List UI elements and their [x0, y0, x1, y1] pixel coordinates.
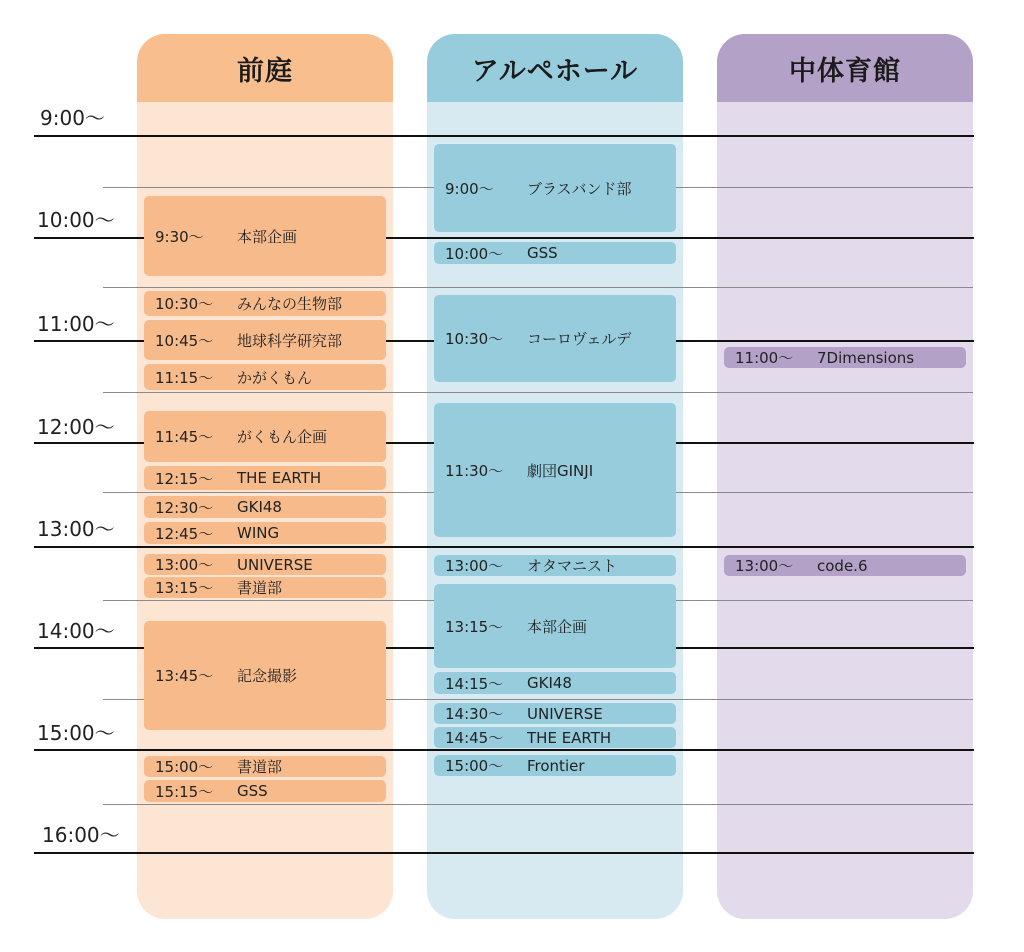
event-alpe-1000 — [434, 242, 676, 264]
event-title: 劇団GINJI — [527, 461, 594, 480]
time-label-13: 13:00～ — [37, 517, 115, 541]
event-front-1045 — [144, 320, 386, 360]
event-front-1145 — [144, 411, 386, 462]
event-front-1215 — [144, 466, 386, 490]
column-gym — [717, 34, 973, 919]
grid-line-11-30 — [103, 392, 973, 393]
grid-line-16 — [34, 852, 974, 854]
event-alpe-1430 — [434, 703, 676, 724]
event-title: みんなの生物部 — [237, 295, 343, 313]
event-title: GSS — [527, 244, 558, 262]
event-title: 書道部 — [237, 579, 283, 597]
event-alpe-1030 — [434, 295, 676, 382]
event-time: 13:45～ — [155, 667, 214, 685]
event-time: 10:00～ — [445, 244, 504, 263]
event-title: オタマニスト — [527, 557, 618, 575]
event-title: がくもん企画 — [237, 428, 328, 446]
event-title: Frontier — [527, 756, 585, 775]
grid-line-10-30 — [103, 287, 973, 288]
event-time: 13:00～ — [445, 557, 504, 575]
event-time: 10:30～ — [155, 295, 214, 313]
event-alpe-0900 — [434, 144, 676, 232]
event-title: 7Dimensions — [817, 348, 915, 367]
event-alpe-1445 — [434, 727, 676, 748]
event-front-1230 — [144, 496, 386, 518]
event-time: 12:15～ — [155, 469, 214, 488]
event-front-1115 — [144, 364, 386, 390]
time-label-15: 15:00～ — [37, 721, 115, 745]
event-time: 11:15～ — [155, 368, 214, 387]
time-label-9: 9:00～ — [40, 106, 105, 130]
event-alpe-1315 — [434, 584, 676, 668]
event-time: 15:15～ — [155, 782, 214, 801]
event-time: 11:45～ — [155, 428, 214, 446]
event-title: THE EARTH — [237, 469, 322, 487]
event-time: 13:15～ — [155, 579, 214, 597]
time-label-11: 11:00～ — [37, 312, 115, 336]
event-alpe-1415 — [434, 672, 676, 694]
event-title: 書道部 — [237, 758, 283, 776]
event-front-1300 — [144, 554, 386, 575]
event-front-0930 — [144, 196, 386, 276]
event-time: 13:15～ — [445, 617, 504, 636]
event-alpe-1300 — [434, 555, 676, 576]
grid-line-15 — [34, 749, 974, 751]
event-title: THE EARTH — [527, 728, 612, 747]
event-title: 本部企画 — [237, 227, 298, 246]
event-title: WING — [237, 524, 280, 542]
event-time: 14:45～ — [445, 729, 504, 747]
event-front-1315 — [144, 577, 386, 598]
event-time: 13:00～ — [735, 557, 794, 575]
event-time: 9:00～ — [445, 179, 494, 198]
time-label-12: 12:00～ — [37, 415, 115, 439]
event-front-1500 — [144, 756, 386, 777]
event-title: UNIVERSE — [527, 704, 603, 723]
event-gym-1100 — [724, 347, 966, 368]
event-gym-1300 — [724, 555, 966, 576]
event-front-1515 — [144, 780, 386, 802]
event-time: 9:30～ — [155, 227, 204, 246]
event-front-1245 — [144, 522, 386, 544]
time-label-14: 14:00～ — [37, 619, 115, 643]
event-alpe-1500 — [434, 755, 676, 776]
event-title: かがくもん — [237, 368, 313, 387]
time-label-10: 10:00～ — [37, 208, 115, 232]
event-front-1030 — [144, 291, 386, 316]
event-title: 本部企画 — [527, 617, 588, 636]
event-time: 13:00～ — [155, 556, 214, 574]
event-time: 11:30～ — [445, 461, 504, 480]
event-time: 14:30～ — [445, 705, 504, 723]
grid-line-9 — [34, 135, 974, 137]
column-header-front: 前庭 — [137, 34, 393, 102]
event-time: 15:00～ — [155, 758, 214, 776]
event-front-1345 — [144, 621, 386, 730]
event-alpe-1130 — [434, 403, 676, 537]
event-time: 11:00～ — [735, 349, 794, 367]
event-title: 地球科学研究部 — [237, 331, 343, 350]
event-title: GSS — [237, 782, 268, 800]
event-time: 12:30～ — [155, 498, 214, 517]
event-time: 10:45～ — [155, 331, 214, 350]
event-time: 12:45～ — [155, 524, 214, 543]
event-title: code.6 — [817, 556, 868, 575]
event-time: 14:15～ — [445, 674, 504, 693]
column-header-gym: 中体育館 — [717, 34, 973, 102]
event-time: 15:00～ — [445, 757, 504, 775]
time-label-16: 16:00～ — [42, 823, 120, 847]
event-title: UNIVERSE — [237, 555, 313, 574]
event-title: 記念撮影 — [237, 667, 298, 685]
grid-line-13 — [34, 546, 974, 548]
event-title: GKI48 — [237, 498, 282, 516]
grid-line-15-30 — [103, 804, 973, 805]
event-title: GKI48 — [527, 674, 572, 692]
event-time: 10:30～ — [445, 330, 504, 348]
column-header-alpe-hall: アルペホール — [427, 34, 683, 102]
event-title: ブラスバンド部 — [527, 179, 632, 198]
event-title: コーロヴェルデ — [527, 330, 632, 348]
